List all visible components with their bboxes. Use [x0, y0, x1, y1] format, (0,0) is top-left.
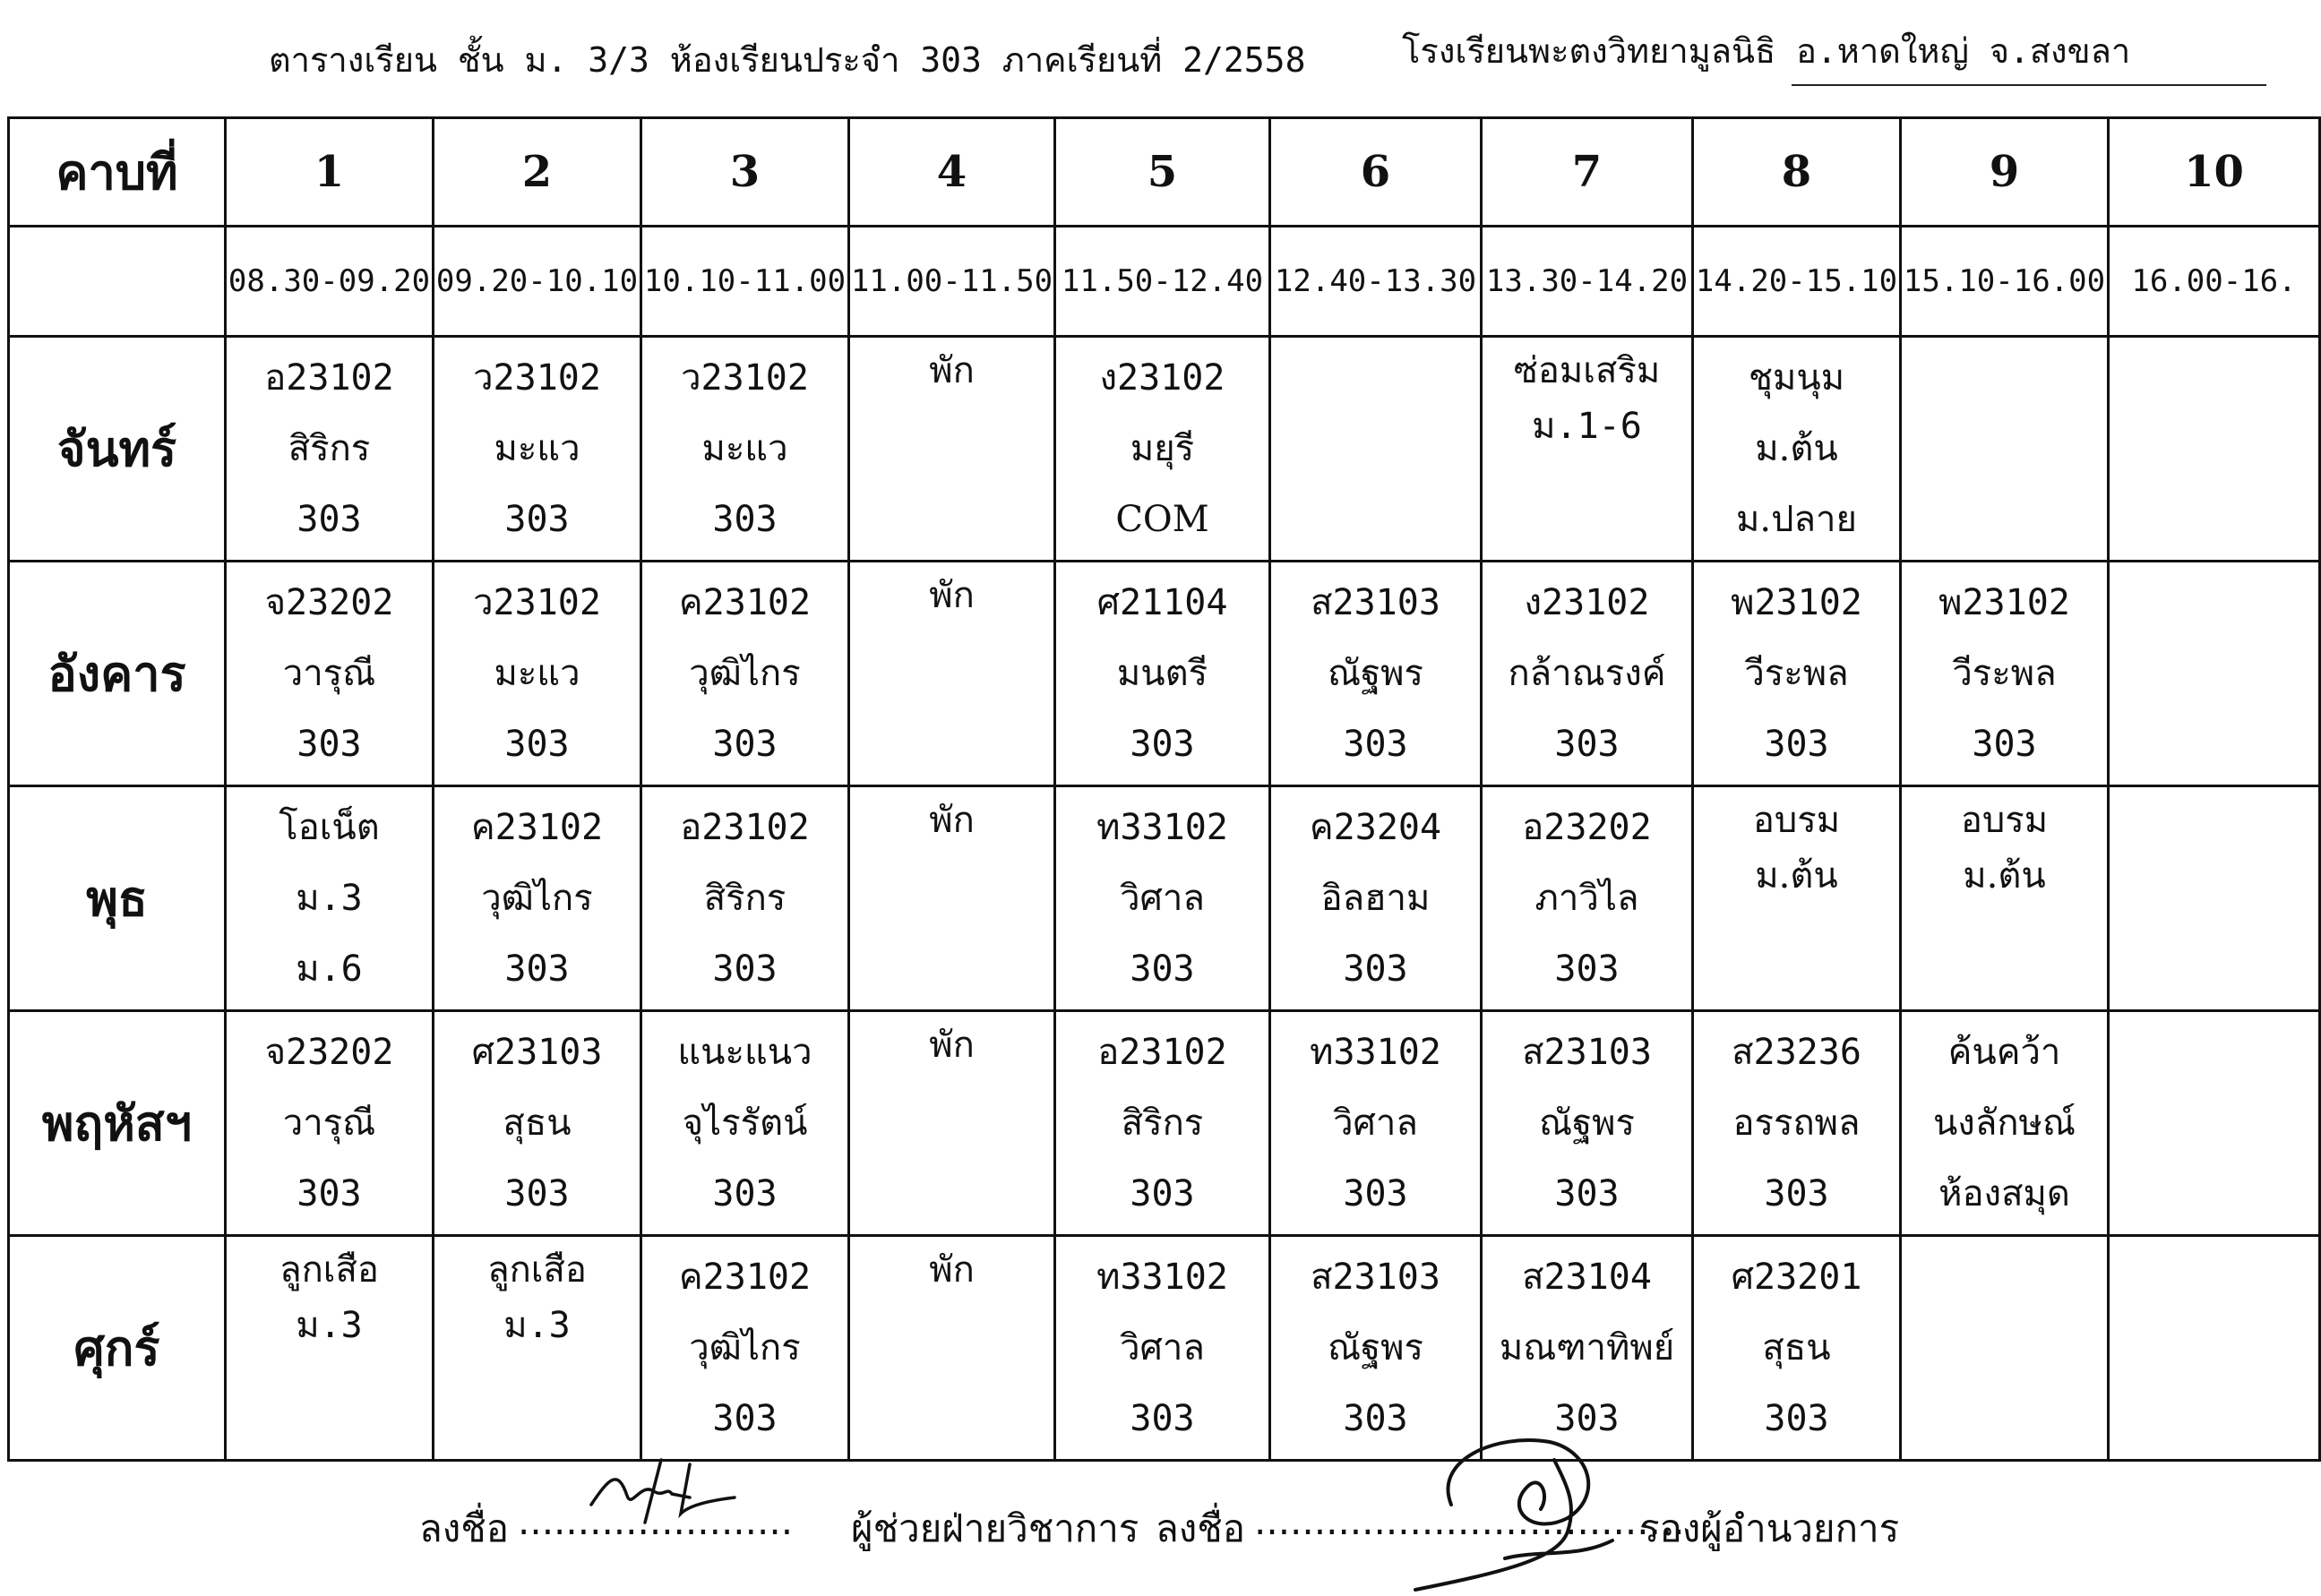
schedule-cell: [849, 562, 1055, 786]
timetable: [7, 116, 2321, 1462]
day-row: [9, 562, 2320, 786]
teacher-name: ณัฐพร: [1538, 1102, 1636, 1144]
teacher-name: วุฒิไกร: [481, 877, 593, 919]
schedule-cell: [2109, 337, 2320, 562]
period-time: 09.20-10.10: [434, 227, 641, 337]
day-row: [9, 1011, 2320, 1236]
teacher-name: มยุรี: [1130, 427, 1195, 469]
subject-code: พัก: [929, 350, 975, 391]
room: 303: [1130, 1172, 1195, 1214]
room: 303: [504, 723, 570, 765]
signature-role-1: ผู้ช่วยฝ่ายวิชาการ: [851, 1506, 1139, 1550]
teacher-name: จุไรรัตน์: [682, 1102, 808, 1144]
teacher-name: ม.1-6: [1532, 406, 1642, 447]
room: 303: [1554, 1172, 1620, 1214]
schedule-cell: [641, 1236, 849, 1461]
teacher-name: วุฒิไกร: [689, 652, 801, 694]
room: 303: [297, 723, 362, 765]
page-title: [0, 18, 2268, 90]
teacher-name: ณัฐพร: [1327, 652, 1424, 694]
teacher-name: สิริกร: [703, 877, 787, 919]
period-number: 9: [1901, 118, 2109, 227]
period-time: 12.40-13.30: [1270, 227, 1482, 337]
subject-code: อบรม: [1752, 800, 1841, 841]
teacher-name: สุธน: [503, 1102, 572, 1144]
teacher-name: วิศาล: [1120, 1326, 1205, 1369]
period-time: 10.10-11.00: [641, 227, 849, 337]
schedule-cell: [1055, 1011, 1270, 1236]
period-number: 6: [1270, 118, 1482, 227]
subject-code: ค้นคว้า: [1947, 1032, 2061, 1074]
teacher-name: กล้าณรงค์: [1508, 652, 1666, 694]
period-time: 16.00-16.: [2109, 227, 2320, 337]
subject-code: ส23236: [1732, 1032, 1861, 1074]
schedule-cell: [1270, 786, 1482, 1011]
schedule-cell: [849, 1236, 1055, 1461]
teacher-name: มนตรี: [1116, 652, 1208, 694]
day-row: [9, 786, 2320, 1011]
teacher-name: ม.3: [296, 877, 363, 919]
teacher-name: ณัฐพร: [1327, 1326, 1424, 1369]
room: 303: [504, 948, 570, 990]
room: 303: [1764, 1172, 1829, 1214]
room: 303: [712, 1397, 778, 1439]
subject-code: ง23102: [1099, 357, 1225, 399]
schedule-cell: [849, 337, 1055, 562]
subject-code: ส23104: [1522, 1257, 1652, 1299]
schedule-cell: [1693, 1236, 1901, 1461]
room: 303: [1554, 948, 1620, 990]
teacher-name: วิศาล: [1120, 877, 1205, 919]
room: 303: [712, 498, 778, 540]
period-time: 14.20-15.10: [1693, 227, 1901, 337]
subject-code: พัก: [929, 1025, 975, 1066]
schedule-cell: [1482, 337, 1693, 562]
subject-code: ซ่อมเสริม: [1513, 350, 1661, 391]
signature-dots-1: .......................: [518, 1499, 794, 1543]
teacher-name: สิริกร: [1121, 1102, 1204, 1144]
subject-code: ว23102: [681, 357, 809, 399]
subject-code: ค23102: [678, 1257, 812, 1299]
schedule-cell: [1901, 562, 2109, 786]
schedule-cell: [641, 337, 849, 562]
day-name: จันทร์: [9, 337, 226, 562]
room: 303: [712, 948, 778, 990]
teacher-name: สุธน: [1762, 1326, 1831, 1369]
day-row: [9, 337, 2320, 562]
period-time: 08.30-09.20: [226, 227, 434, 337]
schedule-cell: [1055, 337, 1270, 562]
schedule-cell: [849, 1011, 1055, 1236]
subject-code: จ23202: [264, 582, 394, 624]
room: COM: [1115, 498, 1209, 540]
room: 303: [1554, 1397, 1620, 1439]
period-number: 7: [1482, 118, 1693, 227]
room: 303: [297, 1172, 362, 1214]
teacher-name: วุฒิไกร: [689, 1326, 801, 1369]
period-number: 1: [226, 118, 434, 227]
subject-code: อ23102: [680, 807, 810, 849]
period-number: 4: [849, 118, 1055, 227]
day-row: [9, 1236, 2320, 1461]
handwritten-signature-1: [555, 1442, 744, 1540]
teacher-name: ภาวิไล: [1534, 877, 1639, 919]
room: 303: [712, 723, 778, 765]
teacher-name: ม.3: [296, 1305, 363, 1346]
title-underline: [1792, 84, 2266, 86]
period-number: 2: [434, 118, 641, 227]
subject-code: อ23202: [1522, 807, 1652, 849]
schedule-cell: [226, 337, 434, 562]
signature-dots-2: ....................................: [1254, 1499, 1685, 1543]
subject-code: ลูกเสือ: [487, 1249, 587, 1291]
schedule-cell: [2109, 1236, 2320, 1461]
room: 303: [1130, 948, 1195, 990]
day-name: พฤหัสฯ: [9, 1011, 226, 1236]
subject-code: ศ23201: [1731, 1257, 1862, 1299]
schedule-cell: [1482, 562, 1693, 786]
signature-role-2: รองผู้อำนวยการ: [1639, 1506, 1900, 1550]
room: ม.ปลาย: [1736, 498, 1857, 540]
teacher-name: สิริกร: [288, 427, 371, 469]
period-time: 13.30-14.20: [1482, 227, 1693, 337]
subject-code: ค23204: [1309, 807, 1442, 849]
schedule-cell: [1901, 1236, 2109, 1461]
schedule-cell: [1901, 1011, 2109, 1236]
schedule-cell: [226, 786, 434, 1011]
teacher-name: วารุณี: [282, 652, 376, 694]
schedule-cell: [1693, 1011, 1901, 1236]
period-time: 15.10-16.00: [1901, 227, 2109, 337]
teacher-name: มะแว: [701, 427, 788, 469]
subject-code: อบรม: [1960, 800, 2049, 841]
subject-code: ชุมนุม: [1748, 357, 1845, 399]
room: 303: [1343, 723, 1408, 765]
schedule-cell: [1482, 1011, 1693, 1236]
schedule-cell: [641, 786, 849, 1011]
teacher-name: มะแว: [494, 652, 580, 694]
subject-code: ส23103: [1311, 582, 1440, 624]
room: 303: [1343, 948, 1408, 990]
teacher-name: ม.ต้น: [1963, 855, 2046, 897]
handwritten-signature-2: [1397, 1424, 1657, 1594]
school-name: โรงเรียนพะตงวิทยามูลนิธิ อ.หาดใหญ่ จ.สงขลา: [1402, 31, 2131, 71]
schedule-cell: [434, 1236, 641, 1461]
schedule-cell: [1270, 1011, 1482, 1236]
teacher-name: ม.3: [503, 1305, 571, 1346]
room: 303: [1972, 723, 2037, 765]
room: 303: [1343, 1397, 1408, 1439]
schedule-cell: [849, 786, 1055, 1011]
room: ม.6: [296, 948, 363, 990]
subject-code: พัก: [929, 800, 975, 841]
subject-code: อ23102: [1097, 1032, 1227, 1074]
teacher-name: วีระพล: [1952, 652, 2057, 694]
subject-code: ท33102: [1310, 1032, 1441, 1074]
subject-code: ส23103: [1522, 1032, 1652, 1074]
schedule-cell: [1055, 562, 1270, 786]
schedule-cell: [1693, 786, 1901, 1011]
subject-code: ว23102: [473, 582, 601, 624]
room: 303: [1130, 723, 1195, 765]
room: 303: [1130, 1397, 1195, 1439]
period-time: 11.00-11.50: [849, 227, 1055, 337]
room: 303: [297, 498, 362, 540]
room: 303: [1764, 1397, 1829, 1439]
period-number: 8: [1693, 118, 1901, 227]
schedule-cell: [434, 337, 641, 562]
schedule-cell: [226, 1011, 434, 1236]
subject-code: พ23102: [1731, 582, 1862, 624]
subject-code: ศ21104: [1096, 582, 1228, 624]
room: 303: [504, 498, 570, 540]
schedule-cell: [1901, 337, 2109, 562]
subject-code: แนะแนว: [677, 1032, 812, 1074]
schedule-cell: [434, 1011, 641, 1236]
day-name: อังคาร: [9, 562, 226, 786]
subject-code: ศ23103: [471, 1032, 603, 1074]
schedule-cell: [1270, 562, 1482, 786]
period-number: 10: [2109, 118, 2320, 227]
subject-code: อ23102: [264, 357, 394, 399]
schedule-cell: [434, 562, 641, 786]
room: 303: [1764, 723, 1829, 765]
schedule-cell: [2109, 786, 2320, 1011]
schedule-cell: [434, 786, 641, 1011]
schedule-cell: [2109, 562, 2320, 786]
schedule-cell: [641, 562, 849, 786]
schedule-cell: [226, 1236, 434, 1461]
signature-label-2: ลงชื่อ: [1156, 1506, 1245, 1550]
schedule-cell: [1693, 337, 1901, 562]
teacher-name: อิลฮาม: [1320, 877, 1431, 919]
subject-code: ค23102: [678, 582, 812, 624]
signature-label-1: ลงชื่อ: [419, 1506, 509, 1550]
day-name: พุธ: [9, 786, 226, 1011]
time-label-empty: [9, 227, 226, 337]
schedule-cell: [1270, 337, 1482, 562]
subject-code: พ23102: [1938, 582, 2070, 624]
subject-code: โอเน็ต: [279, 807, 380, 849]
subject-code: ส23103: [1311, 1257, 1440, 1299]
schedule-cell: [641, 1011, 849, 1236]
schedule-cell: [2109, 1011, 2320, 1236]
schedule-cell: [1693, 562, 1901, 786]
schedule-title: ตารางเรียน ชั้น ม. 3/3 ห้องเรียนประจำ 303 ภาคเรียนที่ 2/2558: [269, 40, 1306, 80]
room: ห้องสมุด: [1938, 1172, 2070, 1214]
room: 303: [712, 1172, 778, 1214]
period-label: คาบที่: [9, 118, 226, 227]
day-name: ศุกร์: [9, 1236, 226, 1461]
subject-code: ท33102: [1096, 1257, 1228, 1299]
subject-code: จ23202: [264, 1032, 394, 1074]
teacher-name: วารุณี: [282, 1102, 376, 1144]
teacher-name: ม.ต้น: [1755, 855, 1838, 897]
subject-code: พัก: [929, 1249, 975, 1291]
teacher-name: วิศาล: [1333, 1102, 1418, 1144]
period-number: 3: [641, 118, 849, 227]
room: 303: [1554, 723, 1620, 765]
room: 303: [1343, 1172, 1408, 1214]
subject-code: ง23102: [1524, 582, 1650, 624]
period-number: 5: [1055, 118, 1270, 227]
subject-code: ท33102: [1096, 807, 1228, 849]
schedule-cell: [1901, 786, 2109, 1011]
schedule-cell: [1482, 786, 1693, 1011]
subject-code: พัก: [929, 575, 975, 616]
teacher-name: นงลักษณ์: [1932, 1102, 2076, 1144]
teacher-name: มะแว: [494, 427, 580, 469]
subject-code: ลูกเสือ: [279, 1249, 379, 1291]
subject-code: ว23102: [473, 357, 601, 399]
schedule-cell: [1055, 786, 1270, 1011]
teacher-name: อรรถพล: [1732, 1102, 1861, 1144]
schedule-cell: [226, 562, 434, 786]
schedule-cell: [1055, 1236, 1270, 1461]
room: 303: [504, 1172, 570, 1214]
period-time: 11.50-12.40: [1055, 227, 1270, 337]
signature-line: [0, 1489, 2268, 1560]
teacher-name: ม.ต้น: [1755, 427, 1838, 469]
subject-code: ค23102: [470, 807, 604, 849]
teacher-name: มณฑาทิพย์: [1499, 1326, 1675, 1369]
teacher-name: วีระพล: [1744, 652, 1849, 694]
